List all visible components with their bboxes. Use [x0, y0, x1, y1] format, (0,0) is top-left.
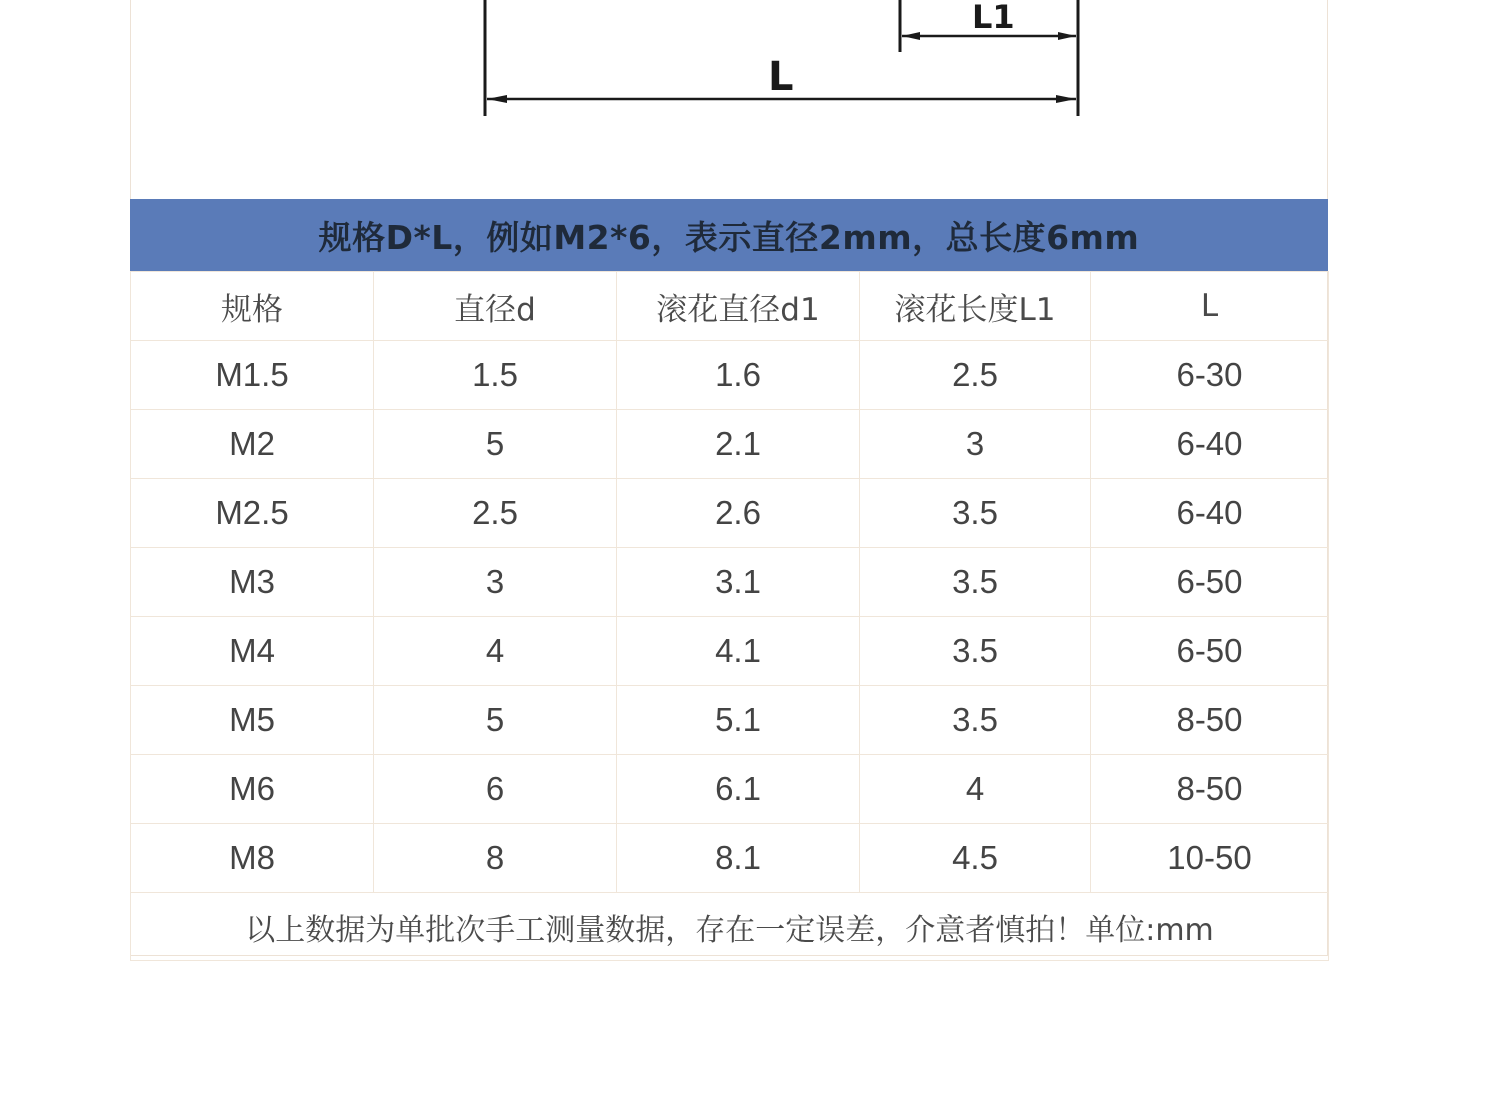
table-cell: M3 [131, 548, 374, 617]
table-cell: 1.6 [617, 341, 860, 410]
l1-arrow-left [902, 32, 920, 40]
table-cell: M2.5 [131, 479, 374, 548]
table-row [131, 479, 1329, 548]
table-row [131, 410, 1329, 479]
header-row [131, 272, 1329, 341]
l-arrow-left [487, 95, 507, 103]
table-cell: 3.1 [617, 548, 860, 617]
table-cell: 8.1 [617, 824, 860, 893]
table-cell: 5 [374, 410, 617, 479]
table-cell: 2.1 [617, 410, 860, 479]
spec-table [130, 271, 1329, 961]
table-cell: 4 [860, 755, 1091, 824]
table-cell: M4 [131, 617, 374, 686]
label-l1: L1 [972, 0, 1015, 36]
table-cell: 8-50 [1091, 755, 1329, 824]
table-cell: 10-50 [1091, 824, 1329, 893]
table-cell: 6 [374, 755, 617, 824]
measurement-note: 以上数据为单批次手工测量数据，存在一定误差，介意者慎拍！单位:mm [131, 893, 1329, 961]
spec-banner: 规格D*L，例如M2*6，表示直径2mm，总长度6mm [130, 199, 1328, 271]
table-cell: 2.5 [860, 341, 1091, 410]
table-row [131, 341, 1329, 410]
table-cell: 2.5 [374, 479, 617, 548]
table-cell: 4.1 [617, 617, 860, 686]
table-cell: M8 [131, 824, 374, 893]
table-cell: 6-40 [1091, 410, 1329, 479]
table-row [131, 617, 1329, 686]
table-cell: 4.5 [860, 824, 1091, 893]
table-cell: 2.6 [617, 479, 860, 548]
header-cell: 滚花直径d1 [617, 272, 860, 341]
label-l: L [768, 54, 794, 100]
l-arrow-right [1056, 95, 1076, 103]
table-cell: 3.5 [860, 479, 1091, 548]
table-cell: 3.5 [860, 686, 1091, 755]
table-cell: 3 [374, 548, 617, 617]
note-row [131, 893, 1329, 961]
table-cell: 3.5 [860, 548, 1091, 617]
l1-arrow-right [1058, 32, 1076, 40]
table-cell: 6-50 [1091, 548, 1329, 617]
table-cell: 1.5 [374, 341, 617, 410]
table-cell: 4 [374, 617, 617, 686]
header-cell: 滚花长度L1 [860, 272, 1091, 341]
table-cell: 3 [860, 410, 1091, 479]
table-cell: 6-30 [1091, 341, 1329, 410]
table-cell: 5.1 [617, 686, 860, 755]
table-row [131, 824, 1329, 893]
header-cell: L [1091, 272, 1329, 341]
table-cell: 8 [374, 824, 617, 893]
table-row [131, 548, 1329, 617]
table-cell: M6 [131, 755, 374, 824]
table-cell: 5 [374, 686, 617, 755]
table-row [131, 686, 1329, 755]
table-cell: 8-50 [1091, 686, 1329, 755]
table-cell: 6-50 [1091, 617, 1329, 686]
header-cell: 直径d [374, 272, 617, 341]
dimension-diagram [0, 0, 1500, 200]
table-cell: 6-40 [1091, 479, 1329, 548]
header-cell: 规格 [131, 272, 374, 341]
table-cell: 3.5 [860, 617, 1091, 686]
table-row [131, 755, 1329, 824]
table-cell: M1.5 [131, 341, 374, 410]
table-cell: 6.1 [617, 755, 860, 824]
table-cell: M5 [131, 686, 374, 755]
table-cell: M2 [131, 410, 374, 479]
